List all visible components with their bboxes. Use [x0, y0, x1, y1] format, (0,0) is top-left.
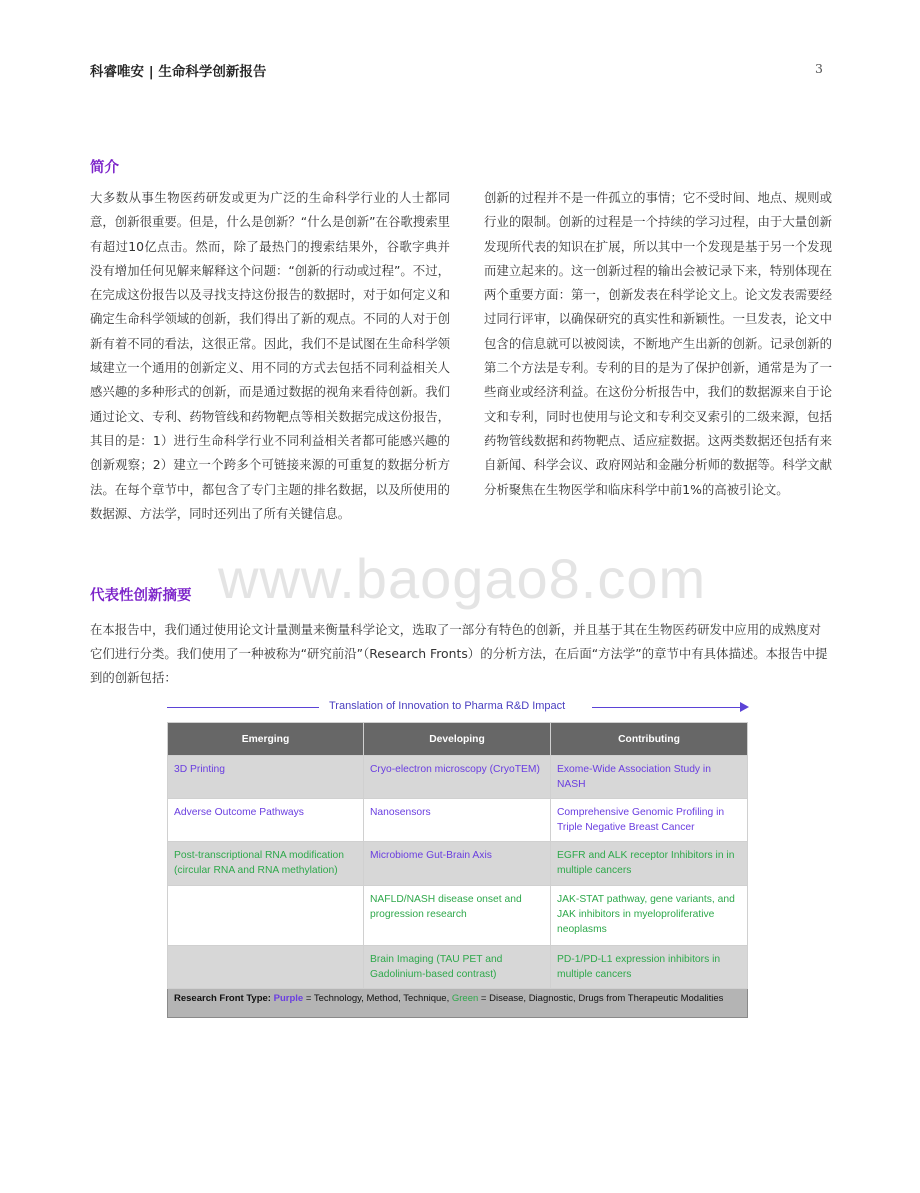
table-cell: Post-transcriptional RNA modification (circular RNA and RNA methylation) — [168, 842, 364, 886]
intro-left-column: 大多数从事生物医药研发或更为广泛的生命科学行业的人士都同意，创新很重要。但是，什么是创新？“什么是创新”在谷歌搜索里有超过10亿点击。然而，除了最热门的搜索结果外，谷歌字典并没有增加任何见解来解释这个问题：“创新的行动或过程”。不过，在完成这份报告以及寻找支持这份报告的数据时，对于如何定义和确定生命科学领域的创新，我们得出了新的观点。不同的人对于创新有着不同的看法，这很正常。因此，我们不是试图在生命科学领域建立一个通用的创新定义、用不同的方式去包括不同利益相关人感兴趣的多种形式的创新，而是通过数据的视角来看待创新。我们通过论文、专利、药物管线和药物靶点等相关数据完成这份报告，其目的是：1）进行生命科学行业不同利益相关者都可能感兴趣的创新观察；2）建立一个跨多个可链接来源的可重复的数据分析方法。在每个章节中，都包含了专门主题的排名数据，以及所使用的数据源、方法学，同时还列出了所有关键信息。 — [90, 190, 450, 521]
table-row — [168, 946, 748, 989]
arrow-right-icon — [740, 702, 749, 712]
arrow-label: Translation of Innovation to Pharma R&D Impact — [329, 700, 566, 712]
table-cell: Comprehensive Genomic Profiling in Triple Negative Breast Cancer — [551, 799, 748, 842]
intro-section-title: 简介 — [90, 160, 119, 176]
table-cell: EGFR and ALK receptor Inhibitors in in multiple cancers — [551, 842, 748, 886]
page-number: 3 — [815, 61, 823, 76]
legend-purple-desc: = Technology, Method, Technique, — [305, 993, 450, 1004]
report-header-title: 科睿唯安 | 生命科学创新报告 — [90, 64, 267, 80]
innovation-table — [167, 722, 748, 1018]
legend-label: Research Front Type: — [174, 993, 271, 1004]
research-front-legend — [168, 989, 748, 1018]
arrow-line-left — [167, 707, 319, 708]
legend-green-word: Green — [451, 993, 479, 1004]
table-cell-empty — [168, 886, 364, 946]
column-header-contributing: Contributing — [551, 723, 748, 756]
legend-row — [168, 989, 748, 1018]
table-cell: PD-1/PD-L1 expression inhibitors in multiple cancers — [551, 946, 748, 989]
column-header-emerging: Emerging — [168, 723, 364, 756]
table-row — [168, 756, 748, 799]
table-cell: Brain Imaging (TAU PET and Gadolinium-based contrast) — [364, 946, 551, 989]
summary-paragraph: 在本报告中，我们通过使用论文计量测量来衡量科学论文，选取了一部分有特色的创新，并且基于其在生物医药研发中应用的成熟度对它们进行分类。我们使用了一种被称为“研究前沿”（Research Fronts）的分析方法，在后面“方法学”的章节中有具体描述。本报告中提到的创新包括： — [90, 622, 828, 685]
table-cell-empty — [168, 946, 364, 989]
table-cell: Microbiome Gut-Brain Axis — [364, 842, 551, 886]
table-row — [168, 842, 748, 886]
translation-arrow — [167, 698, 750, 718]
legend-purple-word: Purple — [273, 993, 304, 1004]
legend-green-desc: = Disease, Diagnostic, Drugs from Therapeutic Modalities — [480, 993, 724, 1004]
intro-right-column: 创新的过程并不是一件孤立的事情；它不受时间、地点、规则或行业的限制。创新的过程是一个持续的学习过程，由于大量创新发现所代表的知识在扩展，所以其中一个发现是基于另一个发现而建立起来的。这一创新过程的输出会被记录下来，特别体现在两个重要方面：第一，创新发表在科学论文上。论文发表需要经过同行评审，以确保研究的真实性和新颖性。一旦发表，论文中包含的信息就可以被阅读，不断地产生出新的创新。记录创新的第二个方法是专利。专利的目的是为了保护创新，通常是为了一些商业或经济利益。在这份分析报告中，我们的数据源来自于论文和专利，同时也使用与论文和专利交叉索引的二级来源，包括药物管线数据和药物靶点、适应症数据。这两类数据还包括有来自新闻、科学会议、政府网站和金融分析师的数据等。科学文献分析聚焦在生物医学和临床科学中前1%的高被引论文。 — [484, 190, 832, 497]
summary-section-title: 代表性创新摘要 — [90, 588, 192, 604]
table-cell: NAFLD/NASH disease onset and progression research — [364, 886, 551, 946]
column-header-developing: Developing — [364, 723, 551, 756]
table-row — [168, 799, 748, 842]
table-cell: 3D Printing — [168, 756, 364, 799]
table-header-row — [168, 723, 748, 756]
table-cell: Adverse Outcome Pathways — [168, 799, 364, 842]
table-cell: JAK-STAT pathway, gene variants, and JAK inhibitors in myeloproliferative neoplasms — [551, 886, 748, 946]
table-cell: Cryo-electron microscopy (CryoTEM) — [364, 756, 551, 799]
arrow-line-right — [592, 707, 742, 708]
table-row — [168, 886, 748, 946]
table-cell: Exome-Wide Association Study in NASH — [551, 756, 748, 799]
table-cell: Nanosensors — [364, 799, 551, 842]
watermark-text: www.baogao8.com — [218, 547, 707, 610]
